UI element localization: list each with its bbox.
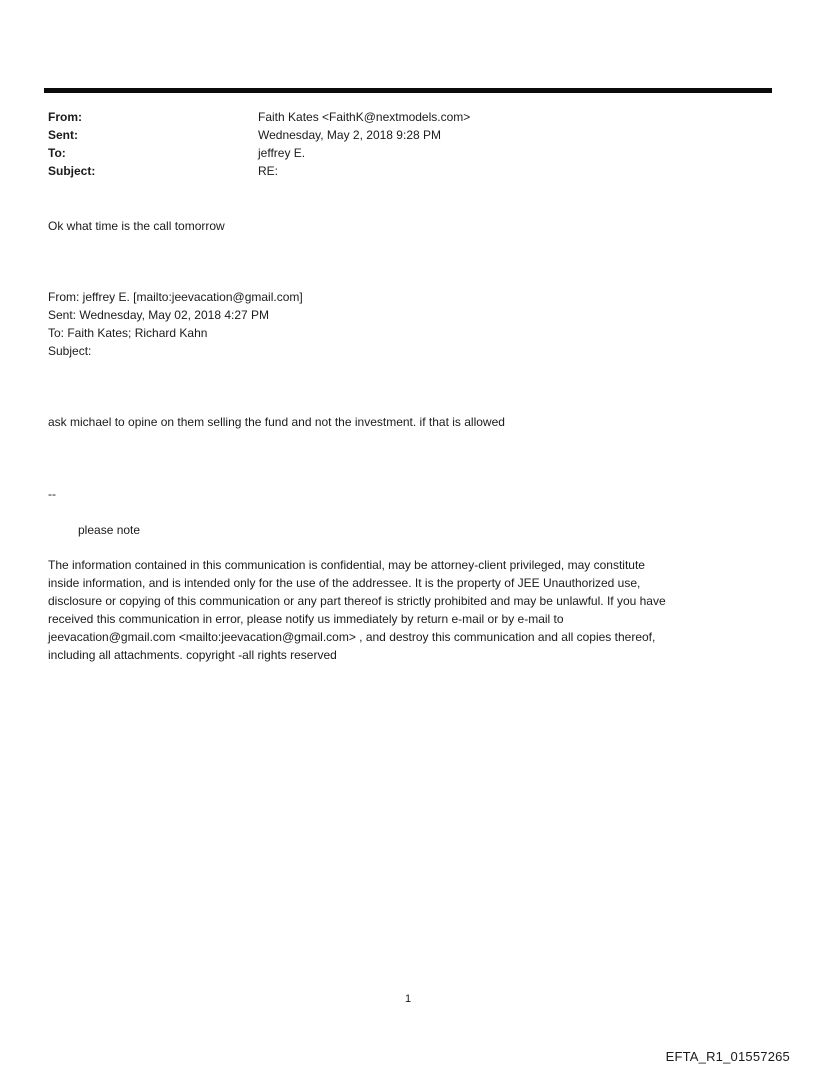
header-row-from [48,108,748,126]
from-label: From: [48,110,82,124]
quoted-sent-line: Sent: Wednesday, May 02, 2018 4:27 PM [48,308,270,322]
disclaimer-line: received this communication in error, please notify us immediately by return e-mail or by e-mail to [48,612,564,626]
header-row-to [48,144,748,162]
page-number: 1 [404,993,412,1005]
email-header-block [48,108,748,180]
please-note-text: please note [78,523,141,537]
sent-value: Wednesday, May 2, 2018 9:28 PM [258,128,441,142]
quoted-from-line: From: jeffrey E. [mailto:jeevacation@gmail.com] [48,290,303,304]
quoted-to-line: To: Faith Kates; Richard Kahn [48,326,208,340]
header-divider-rule [44,88,772,93]
subject-label: Subject: [48,164,96,178]
header-row-sent [48,126,748,144]
header-row-subject [48,162,748,180]
reply-message-text: Ok what time is the call tomorrow [48,219,225,233]
to-label: To: [48,146,66,160]
disclaimer-line: disclosure or copying of this communication or any part thereof is strictly prohibited and may be unlawful. If you have [48,594,666,608]
bates-number: EFTA_R1_01557265 [665,1049,790,1064]
subject-value: RE: [258,164,279,178]
to-value: jeffrey E. [258,146,306,160]
quoted-message-text: ask michael to opine on them selling the fund and not the investment. if that is allowed [48,415,505,429]
confidentiality-disclaimer [48,556,666,664]
disclaimer-line: The information contained in this communication is confidential, may be attorney-client privileged, may constitute [48,558,645,572]
quoted-subject-line: Subject: [48,344,92,358]
quoted-email-header-block [48,288,303,360]
disclaimer-line: including all attachments. copyright -all rights reserved [48,648,337,662]
disclaimer-line: jeevacation@gmail.com <mailto:jeevacation@gmail.com> , and destroy this communication and all copies thereof, [48,630,656,644]
from-value: Faith Kates <FaithK@nextmodels.com> [258,110,471,124]
sent-label: Sent: [48,128,78,142]
signature-separator: -- [48,487,56,501]
disclaimer-line: inside information, and is intended only for the use of the addressee. It is the property of JEE Unauthorized use, [48,576,641,590]
